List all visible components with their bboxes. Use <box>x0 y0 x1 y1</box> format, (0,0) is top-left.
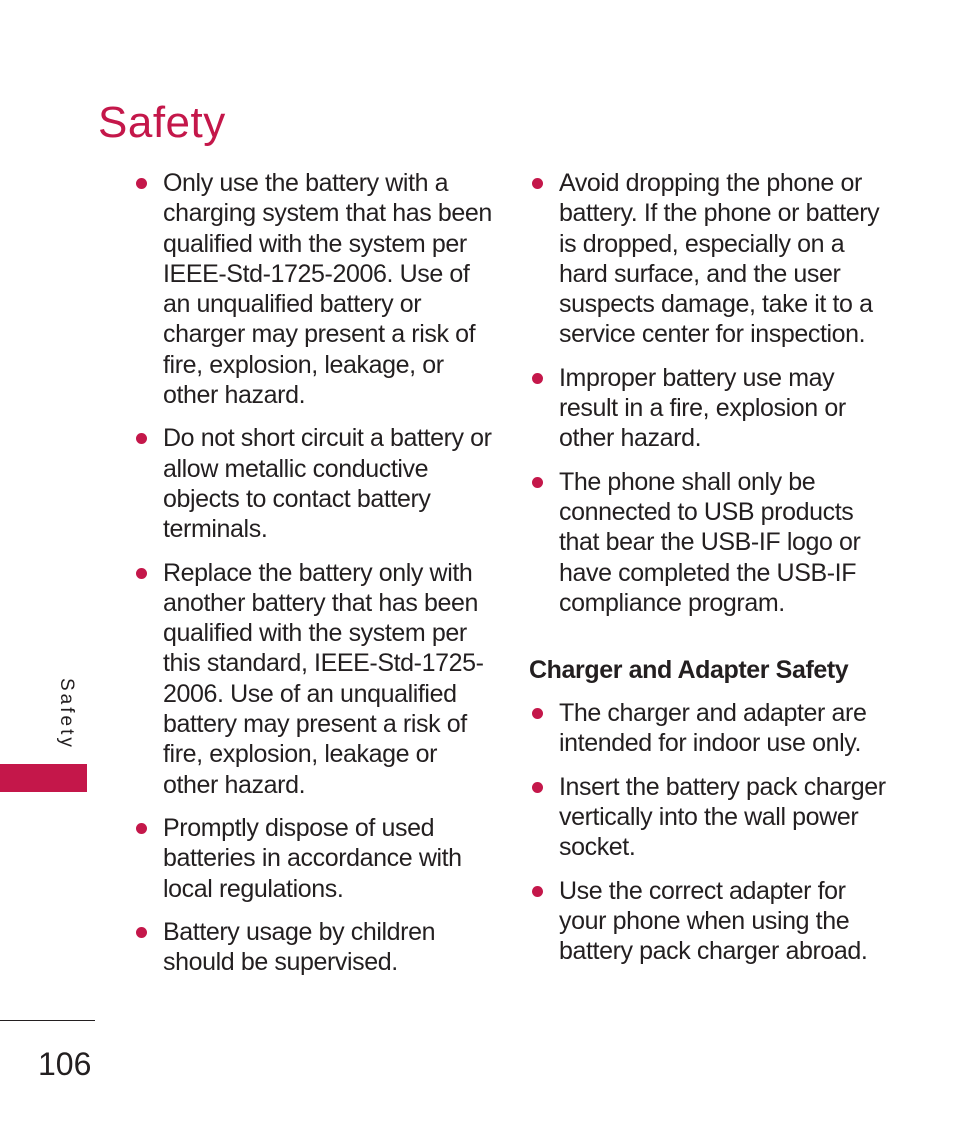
bullet-icon <box>532 373 543 384</box>
section-heading: Charger and Adapter Safety <box>529 656 849 685</box>
list-item-text: The charger and adapter are intended for indoor use only. <box>559 699 867 758</box>
bullet-icon <box>136 927 147 938</box>
list-item <box>132 423 492 544</box>
list-item <box>132 917 492 978</box>
section-tab-marker <box>0 764 87 792</box>
bullet-icon <box>136 178 147 189</box>
list-item-text: Promptly dispose of used batteries in accordance with local regulations. <box>163 813 462 903</box>
bullet-icon <box>136 823 147 834</box>
charger-bullet-list <box>528 698 888 966</box>
list-item <box>132 168 492 410</box>
list-item-text: Use the correct adapter for your phone when using the battery pack charger abroad. <box>559 876 868 966</box>
list-item <box>528 363 888 454</box>
page-title: Safety <box>98 98 226 148</box>
bullet-icon <box>532 782 543 793</box>
list-item-text: Only use the battery with a charging system that has been qualified with the system per IEEE-Std-1725-2006. Use of an unqualified battery or charger may present a risk of fire, explosion, leakage, or other hazard. <box>163 169 492 410</box>
list-item-text: Improper battery use may result in a fire, explosion or other hazard. <box>559 363 846 453</box>
footer-divider <box>0 1020 95 1021</box>
left-column <box>132 168 492 990</box>
list-item-text: Insert the battery pack charger vertically into the wall power socket. <box>559 772 886 862</box>
list-item-text: Do not short circuit a battery or allow metallic conductive objects to contact battery terminals. <box>163 424 492 544</box>
list-item <box>132 558 492 800</box>
left-bullet-list <box>132 168 492 977</box>
right-column <box>528 168 888 980</box>
list-item-text: The phone shall only be connected to USB products that bear the USB-IF logo or have completed the USB-IF compliance program. <box>559 467 861 617</box>
list-item <box>528 168 888 350</box>
page-number: 106 <box>38 1046 92 1082</box>
list-item <box>528 467 888 618</box>
bullet-icon <box>532 708 543 719</box>
right-bullet-list <box>528 168 888 618</box>
list-item <box>528 876 888 967</box>
bullet-icon <box>532 178 543 189</box>
side-section-label: Safety <box>56 678 77 750</box>
list-item-text: Battery usage by children should be supervised. <box>163 917 436 977</box>
list-item-text: Replace the battery only with another battery that has been qualified with the system per this standard, IEEE-Std-1725-2006. Use of an unqualified battery may present a risk of fire, explosion, leakage or other hazard. <box>163 558 484 799</box>
bullet-icon <box>532 886 543 897</box>
list-item <box>528 698 888 759</box>
bullet-icon <box>136 433 147 444</box>
list-item-text: Avoid dropping the phone or battery. If the phone or battery is dropped, especially on a hard surface, and the user suspects damage, take it to a service center for inspection. <box>559 169 880 349</box>
list-item <box>528 772 888 863</box>
bullet-icon <box>532 477 543 488</box>
bullet-icon <box>136 568 147 579</box>
list-item <box>132 813 492 904</box>
